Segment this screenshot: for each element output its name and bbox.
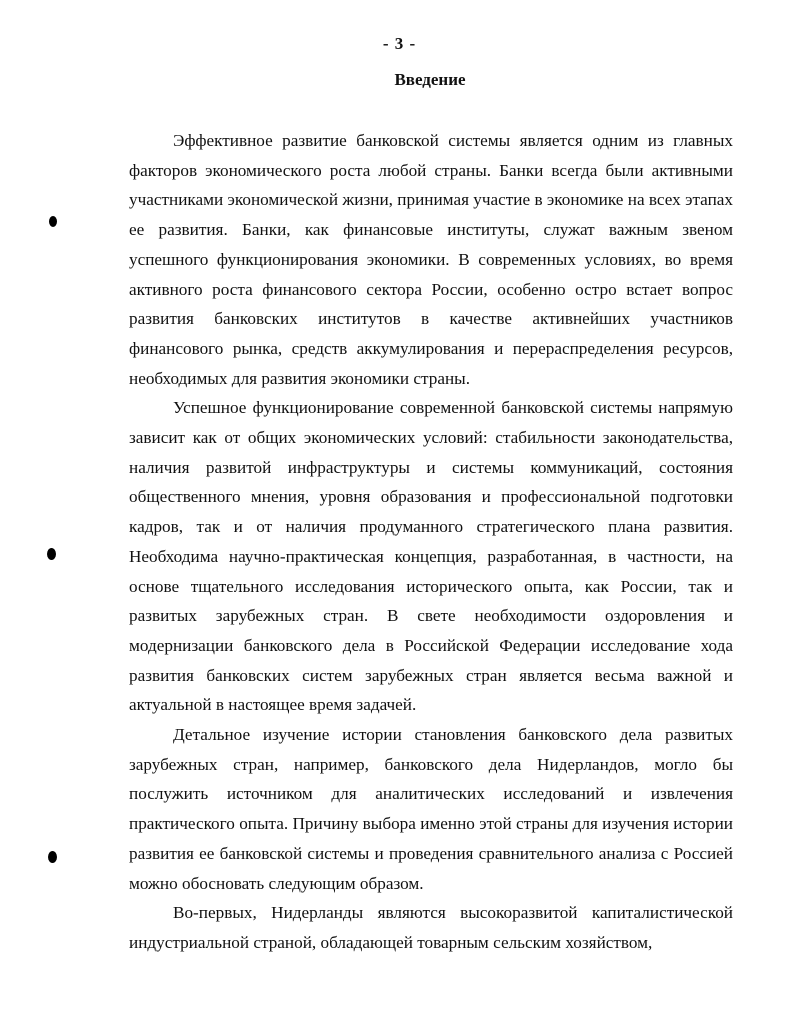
section-heading: Введение bbox=[394, 70, 466, 89]
page-number: - 3 - bbox=[382, 34, 417, 53]
scan-mark-dot bbox=[47, 548, 56, 560]
paragraph-4: Во-первых, Нидерланды являются высокоразвитой капиталистической индустриальной страной, обладающей товарным сельским хозяйством, bbox=[129, 903, 733, 952]
body-text bbox=[129, 126, 733, 958]
paragraph-3: Детальное изучение истории становления банковского дела развитых зарубежных стран, например, банковского дела Нидерландов, могло бы послужить источником для аналитических исследований и извлечения практического опыта. Причину выбора именно этой страны для изучения истории развития ее банковской системы и проведения сравнительного анализа с Россией можно обосновать следующим образом. bbox=[129, 725, 733, 893]
paragraph-1: Эффективное развитие банковской системы является одним из главных факторов экономического роста любой страны. Банки всегда были активными участниками экономической жизни, принимая участие в экономике на всех этапах ее развития. Банки, как финансовые институты, служат важным звеном успешного функционирования экономики. В современных условиях, во время активного роста финансового сектора России, особенно остро встает вопрос развития банковских институтов в качестве активнейших участников финансового рынка, средств аккумулирования и перераспределения ресурсов, необходимых для развития экономики страны. bbox=[129, 131, 733, 388]
scan-mark-dot bbox=[48, 851, 57, 863]
scan-mark-dot bbox=[49, 216, 57, 227]
paragraph-2: Успешное функционирование современной банковской системы напрямую зависит как от общих экономических условий: стабильности законодательства, наличия развитой инфраструктуры и системы коммуникаций, состояния общественного мнения, уровня образования и профессиональной подготовки кадров, так и от наличия продуманного стратегического плана развития. Необходима научно-практическая концепция, разработанная, в частности, на основе тщательного исследования исторического опыта, как России, так и развитых зарубежных стран. В свете необходимости оздоровления и модернизации банковского дела в Российской Федерации исследование хода развития банковских систем зарубежных стран является весьма важной и актуальной в настоящее время задачей. bbox=[129, 398, 733, 715]
